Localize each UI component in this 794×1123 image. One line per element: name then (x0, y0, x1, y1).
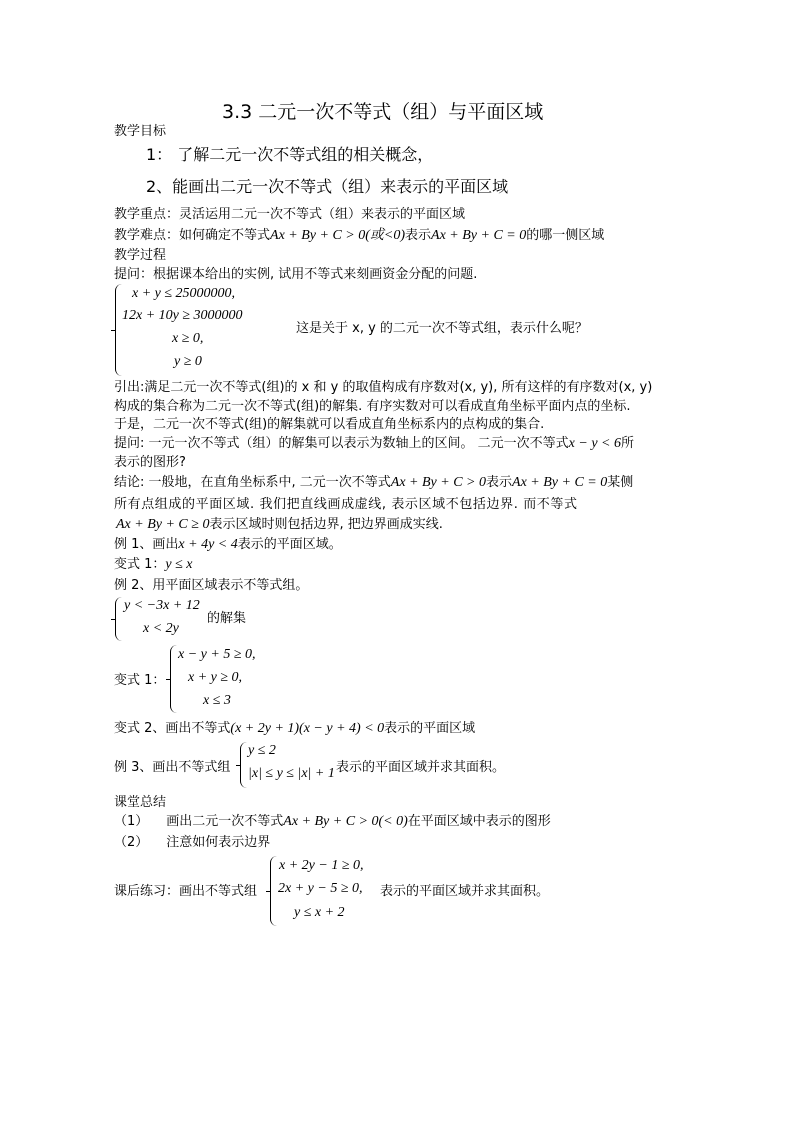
system-brace (240, 742, 248, 788)
variant2-prefix: 变式 2、画出不等式 (114, 721, 231, 736)
system3-line-1: x − y + 5 ≥ 0, (178, 647, 256, 662)
summary-item1-text-b: 在平面区域中表示的图形 (407, 814, 551, 829)
system-brace (115, 597, 123, 641)
question2-suffix: 所 (620, 436, 634, 451)
key-point: 教学重点：灵活运用二元一次不等式（组）来表示的平面区域 (114, 207, 466, 222)
example-3-prefix: 例 3、画出不等式组 (114, 760, 231, 775)
difficulty-prefix: 教学难点：如何确定不等式 (114, 228, 271, 243)
system-brace (170, 645, 178, 713)
conclusion-text-c: 某侧 (607, 475, 634, 490)
summary-item1-text-a: 画出二元一次不等式 (166, 814, 284, 829)
difficulty-middle: 表示 (405, 228, 432, 243)
question-2-line-2: 表示的图形? (114, 455, 186, 470)
system1-line-2: 12x + 10y ≥ 3000000 (122, 308, 243, 323)
system3-line-3: x ≤ 3 (203, 693, 231, 708)
difficulty-suffix: 的哪一侧区域 (526, 228, 605, 243)
variant2-suffix: 表示的平面区域 (384, 721, 476, 736)
conclusion-line-1 (114, 475, 633, 492)
example1-prefix: 例 1、画出 (114, 537, 179, 552)
variant-2 (114, 721, 475, 738)
inequality-system-4 (240, 742, 340, 788)
difficulty-line (114, 228, 604, 245)
system5-line-2: 2x + y − 5 ≥ 0, (278, 881, 363, 896)
conclusion-text-a: 结论: 一般地，在直角坐标系中, 二元一次不等式 (114, 475, 391, 490)
inequality-system-1 (115, 284, 275, 376)
conclusion-expr-1: Ax + By + C > 0 (390, 475, 486, 490)
conclusion-line-3 (116, 517, 443, 534)
system1-line-4: y ≥ 0 (174, 354, 202, 369)
system5-line-1: x + 2y − 1 ≥ 0, (279, 858, 364, 873)
example-1 (114, 537, 342, 554)
summary-item-2 (114, 835, 270, 851)
variant-1-label: 变式 1： (114, 673, 166, 688)
example-2-note: 的解集 (207, 611, 247, 626)
intro-line-3: 于是，二元一次不等式(组)的解集就可以看成直角坐标系内的点构成的集合. (114, 417, 545, 432)
conclusion-expr-3: Ax + By + C ≥ 0 (116, 517, 210, 532)
homework-suffix: 表示的平面区域并求其面积。 (380, 884, 550, 899)
goals-heading: 教学目标 (114, 124, 167, 139)
intro-line-2: 构成的集合称为二元一次不等式(组)的解集. 有序实数对可以看成直角坐标平面内点的坐标. (114, 399, 631, 414)
inequality-system-2 (115, 597, 215, 641)
variant0-prefix: 变式 1： (114, 557, 166, 572)
difficulty-expr-1: Ax + By + C > 0(或<0) (270, 228, 405, 243)
system1-line-3: x ≥ 0, (172, 331, 204, 346)
system2-line-2: x < 2y (143, 621, 179, 636)
system1-line-1: x + y ≤ 25000000, (132, 286, 236, 301)
example1-suffix: 表示的平面区域。 (237, 537, 342, 552)
difficulty-expr-2: Ax + By + C = 0 (431, 228, 527, 243)
conclusion-text-3: 表示区域时则包括边界, 把边界画成实线. (209, 517, 443, 532)
system-brace (270, 856, 278, 926)
system4-line-1: y ≤ 2 (248, 743, 276, 758)
system4-line-2: |x| ≤ y ≤ |x| + 1 (248, 766, 335, 781)
question-1: 提问：根据课本给出的实例, 试用不等式来刻画资金分配的问题. (114, 267, 478, 282)
conclusion-expr-2: Ax + By + C = 0 (512, 475, 608, 490)
example1-expr: x + 4y < 4 (178, 537, 238, 552)
conclusion-line-2: 所有点组成的平面区域. 我们把直线画成虚线, 表示区域不包括边界. 而不等式 (114, 497, 578, 512)
process-heading: 教学过程 (114, 248, 167, 263)
summary-item2-number: （2） (114, 835, 149, 850)
summary-item1-expr: Ax + By + C > 0(< 0) (283, 814, 408, 829)
goal-item-1: 1： 了解二元一次不等式组的相关概念， (146, 145, 434, 164)
inequality-system-5 (270, 856, 380, 926)
system5-line-3: y ≤ x + 2 (294, 905, 345, 920)
intro-line-1: 引出:满足二元一次不等式(组)的 x 和 y 的取值构成有序数对(x, y), 所有这样的有序数对(x, y) (114, 380, 653, 395)
example-2-text: 例 2、用平面区域表示不等式组。 (114, 578, 309, 593)
variant0-expr: y ≤ x (165, 557, 193, 572)
summary-item1-number: （1） (114, 814, 149, 829)
example-3-suffix: 表示的平面区域并求其面积。 (336, 760, 506, 775)
summary-item-1 (114, 814, 551, 831)
variant2-expr: (x + 2y + 1)(x − y + 4) < 0 (230, 721, 385, 736)
system-brace (115, 284, 123, 376)
system1-note: 这是关于 x, y 的二元一次不等式组，表示什么呢？ (296, 321, 588, 336)
variant-0 (114, 557, 193, 574)
question-2-line-1 (114, 436, 634, 453)
summary-item2-text: 注意如何表示边界 (166, 835, 271, 850)
page-title: 3.3 二元一次不等式（组）与平面区域 (222, 101, 544, 123)
conclusion-text-b: 表示 (486, 475, 513, 490)
summary-heading: 课堂总结 (114, 795, 167, 810)
question2-prefix: 提问: 一元一次不等式（组）的解集可以表示为数轴上的区间。 二元一次不等式 (114, 436, 569, 451)
system3-line-2: x + y ≥ 0, (188, 670, 243, 685)
homework-prefix: 课后练习：画出不等式组 (114, 884, 258, 899)
goal-item-2: 2、能画出二元一次不等式（组）来表示的平面区域 (146, 177, 509, 196)
question2-expr: x − y < 6 (568, 436, 621, 451)
system2-line-1: y < −3x + 12 (124, 598, 200, 613)
inequality-system-3 (170, 645, 270, 713)
